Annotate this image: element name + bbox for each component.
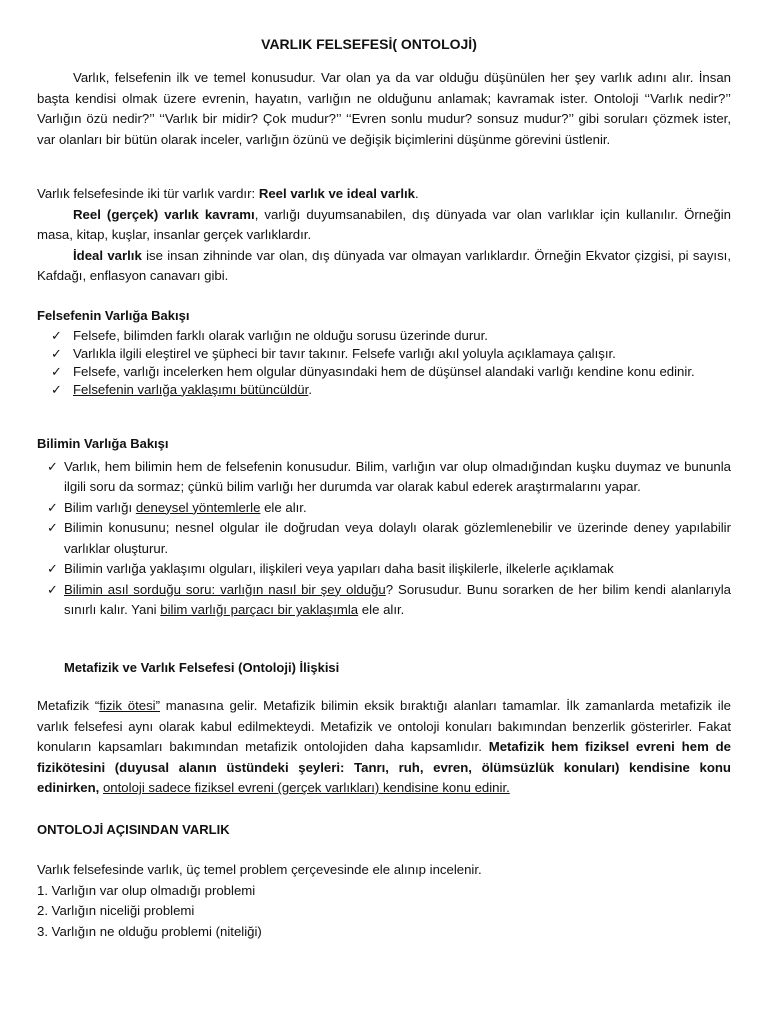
felsefe-heading: Felsefenin Varlığa Bakışı (37, 308, 190, 323)
checkmark-icon: ✓ (51, 345, 62, 361)
problem-item: 1. Varlığın var olup olmadığı problemi (37, 882, 256, 898)
intro-paragraph: Varlık, felsefenin ilk ve temel konusudur. Var olan ya da var olduğu düşünülen her şey varlık adını alır. İnsan başta kendisi olmak üzere evrenin, hayatın, varlığın ne olduğunu anlamak; kavramak ister. Ontoloji ‘‘Varlık nedir?’’ Varlığın özü nedir?’’ ‘‘Varlık bir midir? Çok mudur?’’ ‘‘Evren sonlu mudur? sonsuz mudur?’’ gibi soruları çözmek ister, var olanları bir bütün olarak inceler, varlığın özünü ve değişik biçimlerini düşünme görevini üstlenir. (37, 70, 731, 147)
checkmark-icon: ✓ (47, 499, 58, 515)
page-title: VARLIK FELSEFESİ( ONTOLOJİ) (261, 36, 477, 52)
felsefe-list (37, 327, 731, 399)
checkmark-icon: ✓ (51, 381, 62, 397)
bilim-section (37, 434, 731, 621)
list-item: ✓ Varlık, hem bilimin hem de felsefenin konusudur. Bilim, varlığın var olup olmadığından kuşku duymaz ve bununla ilgili soru da sormaz; çünkü bilim varlığı her durumda var olarak kabul ederek araştırmalarını yapar. (47, 458, 731, 494)
list-item: ✓ Bilimin asıl sorduğu soru: varlığın nasıl bir şey olduğu? Sorusudur. Bunu sorarken de her bilim kendi alanlarıyla sınırlı kalır. Yani bilim varlığı parçacı bir yaklaşımla ele alır. (47, 581, 731, 617)
problem-item: 3. Varlığın ne olduğu problemi (niteliği) (37, 923, 262, 939)
checkmark-icon: ✓ (51, 327, 62, 343)
felsefe-section (37, 306, 731, 399)
list-item: ✓ Felsefe, bilimden farklı olarak varlığın ne olduğu sorusu üzerinde durur. (51, 327, 488, 343)
list-item: ✓ Felsefenin varlığa yaklaşımı bütüncüldür. (51, 381, 312, 397)
metafizik-paragraph: Metafizik “fizik ötesi” manasına gelir. Metafizik bilimin eksik bıraktığı alanları tamamlar. İlk zamanlarda metafizik ile varlık felsefesi aynı olarak kabul edilmekteydi. Metafizik ve ontoloji konuları bakımından benzerlik gösterirler. Fakat konuların kapsamları bakımından metafizik ontolojiden daha kapsamlıdır. Metafizik hem fiziksel evreni hem de fizikötesini (duyusal alanın üstündeki şeyleri: Tanrı, ruh, evren, ölümsüzlük konuları) kendisine konu edinirken, ontoloji sadece fiziksel evreni (gerçek varlıkları) kendisine konu edinir. (37, 698, 732, 795)
ontoloji-intro: Varlık felsefesinde varlık, üç temel problem çerçevesinde ele alınıp incelenir. (37, 862, 482, 877)
checkmark-icon: ✓ (47, 458, 58, 474)
metafizik-heading: Metafizik ve Varlık Felsefesi (Ontoloji) İlişkisi (64, 660, 340, 675)
list-item: ✓ Felsefe, varlığı incelerken hem olgular dünyasındaki hem de düşünsel alandaki varlığı kendine konu edinir. (51, 363, 695, 379)
checkmark-icon: ✓ (47, 561, 58, 576)
list-item: ✓ Varlıkla ilgili eleştirel ve şüpheci bir tavır takınır. Felsefe varlığı akıl yoluyla açıklamaya çalışır. (51, 345, 616, 361)
list-item: ✓ Bilim varlığı deneysel yöntemlerle ele alır. (47, 499, 307, 515)
list-item: ✓ Bilimin konusunu; nesnel olgular ile doğrudan veya dolaylı olarak gözlemlenebilir ve üzerinde deney yapılabilir varlıklar oluşturur. (47, 520, 731, 556)
bilim-heading: Bilimin Varlığa Bakışı (37, 436, 169, 451)
ontoloji-heading: ONTOLOJİ AÇISINDAN VARLIK (37, 822, 230, 837)
types-lead: Varlık felsefesinde iki tür varlık vardır: Reel varlık ve ideal varlık. (37, 186, 419, 201)
checkmark-icon: ✓ (47, 581, 58, 597)
checkmark-icon: ✓ (47, 520, 58, 535)
reel-varlik-paragraph: Reel (gerçek) varlık kavramı, varlığı duyumsanabilen, dış dünyada var olan varlıklar için kullanılır. Örneğin masa, kitap, kuşlar, insanlar gerçek varlıklardır. (37, 206, 731, 242)
bilim-list (37, 457, 731, 621)
varlik-types-section (37, 184, 731, 287)
list-item: ✓ Bilimin varlığa yaklaşımı olguları, ilişkileri veya yapıları daha basit ilişkilerle, ilkelerle açıklamak (47, 561, 614, 576)
ideal-varlik-paragraph: İdeal varlık ise insan zihninde var olan, dış dünyada var olmayan varlıklardır. Örneğin Ekvator çizgisi, pi sayısı, Kafdağı, enflasyon canavarı gibi. (37, 247, 731, 283)
checkmark-icon: ✓ (51, 363, 62, 379)
ontoloji-section (37, 860, 731, 942)
problem-item: 2. Varlığın niceliği problemi (37, 903, 195, 918)
